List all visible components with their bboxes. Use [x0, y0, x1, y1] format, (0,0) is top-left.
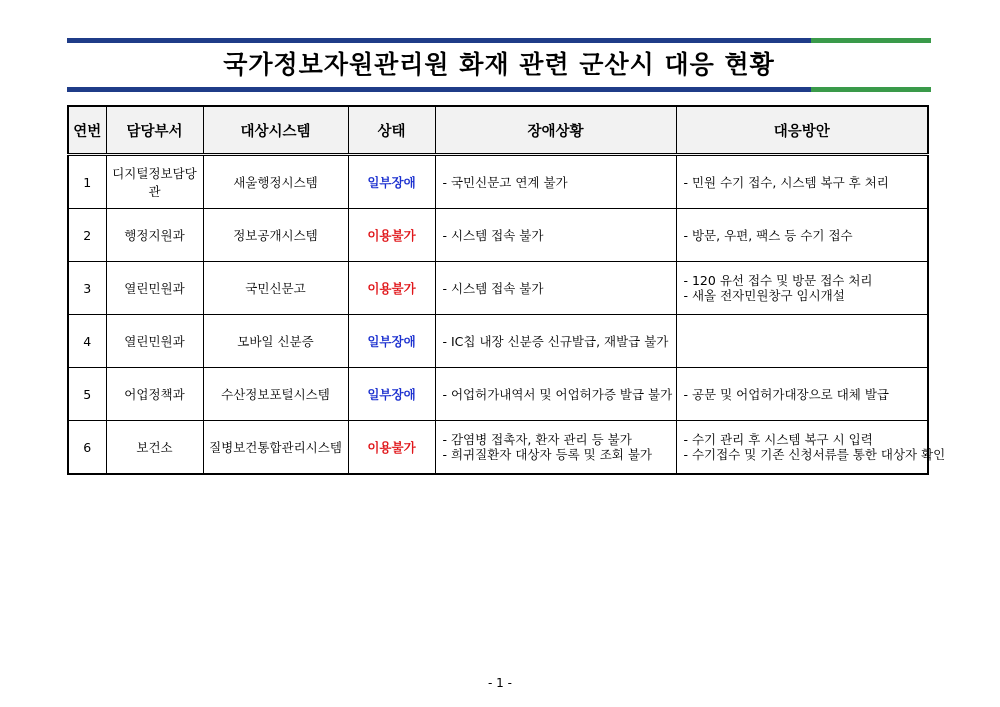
row-response	[676, 315, 928, 368]
response-line: - 수기접수 및 기존 신청서류를 통한 대상자 확인	[683, 447, 946, 462]
table-row	[68, 209, 928, 262]
issue-line: - IC칩 내장 신분증 신규발급, 재발급 불가	[442, 333, 669, 349]
page-number: - 1 -	[488, 676, 512, 690]
header-status: 상태	[348, 106, 435, 155]
row-no: 3	[68, 262, 106, 315]
row-no: 4	[68, 315, 106, 368]
table-row	[68, 421, 928, 475]
row-issue	[435, 368, 676, 421]
row-no: 2	[68, 209, 106, 262]
status-table	[67, 105, 946, 475]
row-issue	[435, 155, 676, 209]
issue-line: - 시스템 접속 불가	[442, 227, 544, 243]
title-band	[67, 38, 931, 92]
row-response	[676, 368, 928, 421]
row-response	[676, 155, 928, 209]
row-dept: 보건소	[106, 421, 203, 475]
row-system: 국민신문고	[203, 262, 348, 315]
status-badge: 일부장애	[348, 315, 435, 368]
status-badge: 이용불가	[348, 421, 435, 475]
issue-line: - 국민신문고 연계 불가	[442, 174, 568, 190]
row-response	[676, 209, 928, 262]
header-response: 대응방안	[676, 106, 928, 155]
row-issue	[435, 209, 676, 262]
row-system: 새울행정시스템	[203, 155, 348, 209]
response-line: - 새올 전자민원창구 임시개설	[683, 288, 845, 303]
issue-line: - 어업허가내역서 및 어업허가증 발급 불가	[442, 386, 673, 402]
row-issue	[435, 262, 676, 315]
row-system: 모바일 신분증	[203, 315, 348, 368]
title-bottom-bar-accent	[811, 87, 931, 92]
row-dept: 디지털정보담당관	[106, 155, 203, 209]
response-line: - 민원 수기 접수, 시스템 복구 후 처리	[683, 174, 889, 190]
row-dept: 열린민원과	[106, 315, 203, 368]
row-response	[676, 262, 928, 315]
header-no: 연번	[68, 106, 106, 155]
status-badge: 이용불가	[348, 209, 435, 262]
status-badge: 일부장애	[348, 155, 435, 209]
status-badge: 일부장애	[348, 368, 435, 421]
table-row	[68, 262, 928, 315]
row-no: 1	[68, 155, 106, 209]
table-row	[68, 368, 928, 421]
row-issue	[435, 315, 676, 368]
row-system: 정보공개시스템	[203, 209, 348, 262]
row-dept: 행정지원과	[106, 209, 203, 262]
table-header-row	[68, 106, 928, 155]
header-dept: 담당부서	[106, 106, 203, 155]
row-system: 수산정보포털시스템	[203, 368, 348, 421]
row-system: 질병보건통합관리시스템	[203, 421, 348, 475]
response-line: - 방문, 우편, 팩스 등 수기 접수	[683, 227, 853, 243]
status-badge: 이용불가	[348, 262, 435, 315]
row-no: 6	[68, 421, 106, 475]
header-issue: 장애상황	[435, 106, 676, 155]
title-bottom-bar	[67, 87, 931, 92]
issue-line: - 감염병 접촉자, 환자 관리 등 불가	[442, 432, 632, 447]
row-issue	[435, 421, 676, 475]
header-system: 대상시스템	[203, 106, 348, 155]
table-row	[68, 315, 928, 368]
issue-line: - 희귀질환자 대상자 등록 및 조회 불가	[442, 447, 652, 462]
table-row	[68, 155, 928, 209]
row-dept: 열린민원과	[106, 262, 203, 315]
row-no: 5	[68, 368, 106, 421]
document-title: 국가정보자원관리원 화재 관련 군산시 대응 현황	[223, 50, 775, 79]
response-line: - 수기 관리 후 시스템 복구 시 입력	[683, 432, 873, 447]
response-line: - 120 유선 접수 및 방문 접수 처리	[683, 273, 873, 288]
table-body	[68, 155, 946, 475]
issue-line: - 시스템 접속 불가	[442, 280, 544, 296]
response-line: - 공문 및 어업허가대장으로 대체 발급	[683, 386, 890, 402]
row-dept: 어업정책과	[106, 368, 203, 421]
row-response	[676, 421, 946, 475]
